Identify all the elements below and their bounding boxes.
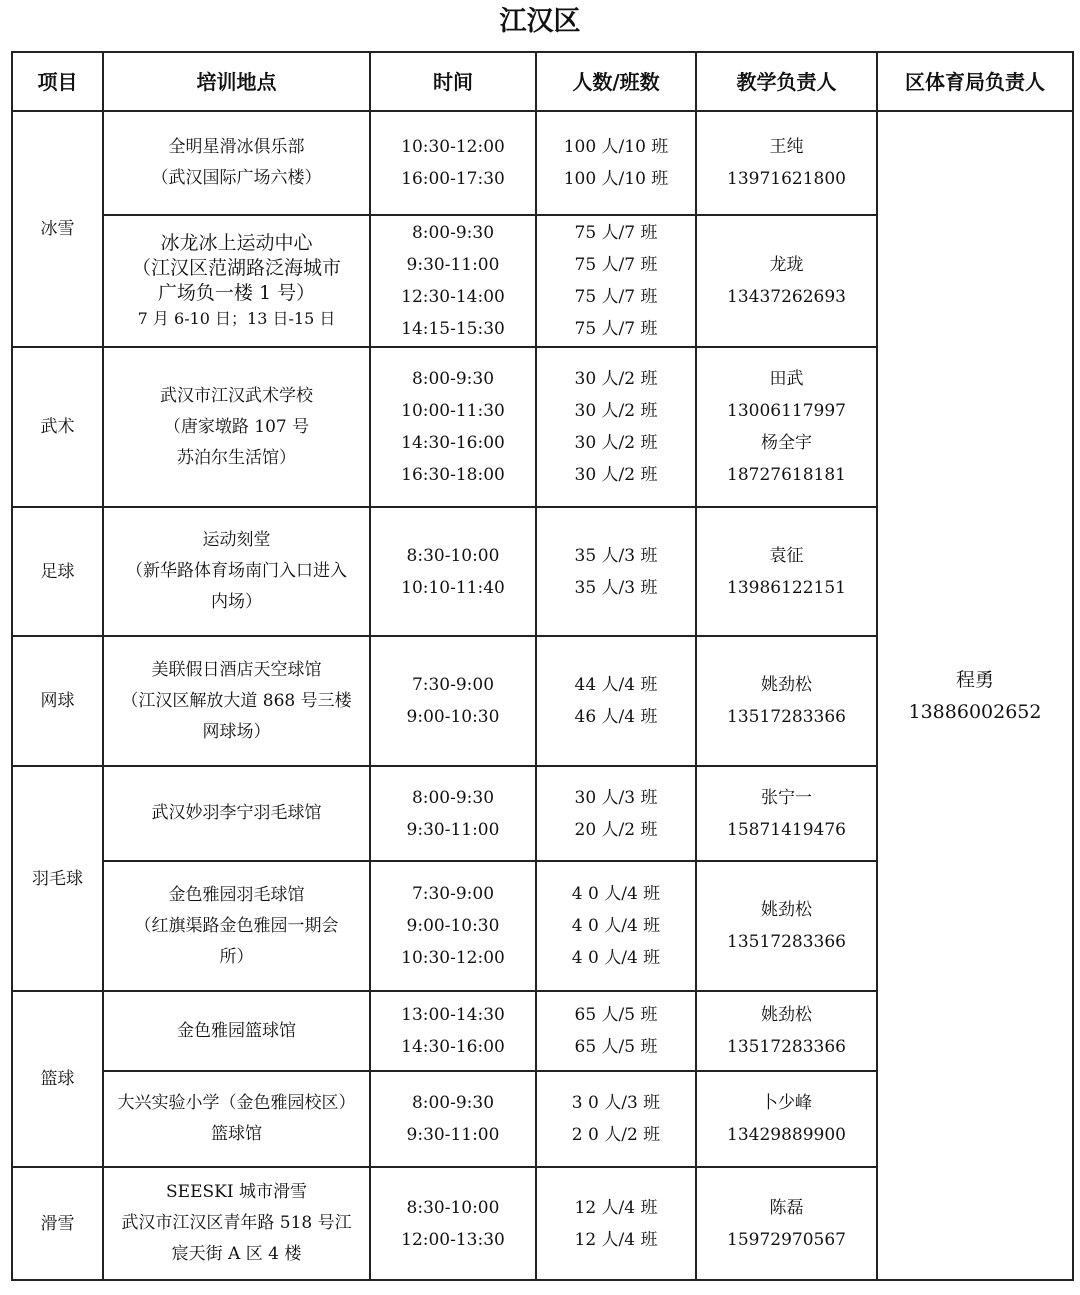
- sport-cell: 足球: [12, 507, 103, 636]
- district-director-cell: 程勇 13886002652: [877, 111, 1073, 1280]
- location-cell: 冰龙冰上运动中心 （江汉区范湖路泛海城市 广场负一楼 1 号） 7 月 6-10 日；13 日-15 日: [103, 215, 370, 347]
- time-cell: 8:30-10:00 12:00-13:30: [370, 1167, 536, 1280]
- class-cell: 75 人/7 班 75 人/7 班 75 人/7 班 75 人/7 班: [536, 215, 696, 347]
- lead-cell: 张宁一 15871419476: [696, 766, 877, 861]
- sport-cell: 篮球: [12, 991, 103, 1167]
- lead-cell: 陈磊 15972970567: [696, 1167, 877, 1280]
- sport-cell: 羽毛球: [12, 766, 103, 991]
- header-class-count: 人数/班数: [536, 52, 696, 111]
- location-cell: 大兴实验小学（金色雅园校区） 篮球馆: [103, 1071, 370, 1167]
- lead-cell: 姚劲松 13517283366: [696, 636, 877, 766]
- time-cell: 8:30-10:00 10:10-11:40: [370, 507, 536, 636]
- class-cell: 100 人/10 班 100 人/10 班: [536, 111, 696, 215]
- class-cell: 3 0 人/3 班 2 0 人/2 班: [536, 1071, 696, 1167]
- location-cell: 金色雅园篮球馆: [103, 991, 370, 1071]
- location-cell: SEESKI 城市滑雪 武汉市江汉区青年路 518 号江 宸天街 A 区 4 楼: [103, 1167, 370, 1280]
- class-cell: 65 人/5 班 65 人/5 班: [536, 991, 696, 1071]
- location-cell: 武汉市江汉武术学校 （唐家墩路 107 号 苏泊尔生活馆）: [103, 347, 370, 507]
- location-cell: 全明星滑冰俱乐部 （武汉国际广场六楼）: [103, 111, 370, 215]
- location-cell: 运动刻堂 （新华路体育场南门入口进入 内场）: [103, 507, 370, 636]
- header-time: 时间: [370, 52, 536, 111]
- sport-cell: 滑雪: [12, 1167, 103, 1280]
- time-cell: 10:30-12:00 16:00-17:30: [370, 111, 536, 215]
- class-cell: 30 人/3 班 20 人/2 班: [536, 766, 696, 861]
- lead-cell: 王纯 13971621800: [696, 111, 877, 215]
- lead-cell: 袁征 13986122151: [696, 507, 877, 636]
- table-row: [12, 111, 1073, 215]
- sport-cell: 网球: [12, 636, 103, 766]
- location-cell: 美联假日酒店天空球馆 （江汉区解放大道 868 号三楼 网球场）: [103, 636, 370, 766]
- header-sport: 项目: [12, 52, 103, 111]
- time-cell: 8:00-9:30 9:30-11:00: [370, 766, 536, 861]
- header-teaching-lead: 教学负责人: [696, 52, 877, 111]
- location-cell: 金色雅园羽毛球馆 （红旗渠路金色雅园一期会 所）: [103, 861, 370, 991]
- class-cell: 44 人/4 班 46 人/4 班: [536, 636, 696, 766]
- class-cell: 30 人/2 班 30 人/2 班 30 人/2 班 30 人/2 班: [536, 347, 696, 507]
- time-cell: 8:00-9:30 9:30-11:00: [370, 1071, 536, 1167]
- class-cell: 4 0 人/4 班 4 0 人/4 班 4 0 人/4 班: [536, 861, 696, 991]
- lead-cell: 姚劲松 13517283366: [696, 861, 877, 991]
- time-cell: 7:30-9:00 9:00-10:30: [370, 636, 536, 766]
- lead-cell: 卜少峰 13429889900: [696, 1071, 877, 1167]
- lead-cell: 龙珑 13437262693: [696, 215, 877, 347]
- header-row: [12, 52, 1073, 111]
- lead-cell: 田武 13006117997 杨全宇 18727618181: [696, 347, 877, 507]
- lead-cell: 姚劲松 13517283366: [696, 991, 877, 1071]
- schedule-table: [11, 51, 1074, 1281]
- time-cell: 13:00-14:30 14:30-16:00: [370, 991, 536, 1071]
- class-cell: 12 人/4 班 12 人/4 班: [536, 1167, 696, 1280]
- sport-cell: 武术: [12, 347, 103, 507]
- header-location: 培训地点: [103, 52, 370, 111]
- sport-cell: 冰雪: [12, 111, 103, 347]
- class-cell: 35 人/3 班 35 人/3 班: [536, 507, 696, 636]
- time-cell: 8:00-9:30 9:30-11:00 12:30-14:00 14:15-15:30: [370, 215, 536, 347]
- header-district-director: 区体育局负责人: [877, 52, 1073, 111]
- time-cell: 8:00-9:30 10:00-11:30 14:30-16:00 16:30-18:00: [370, 347, 536, 507]
- page-title: 江汉区: [499, 6, 581, 37]
- time-cell: 7:30-9:00 9:00-10:30 10:30-12:00: [370, 861, 536, 991]
- location-cell: 武汉妙羽李宁羽毛球馆: [103, 766, 370, 861]
